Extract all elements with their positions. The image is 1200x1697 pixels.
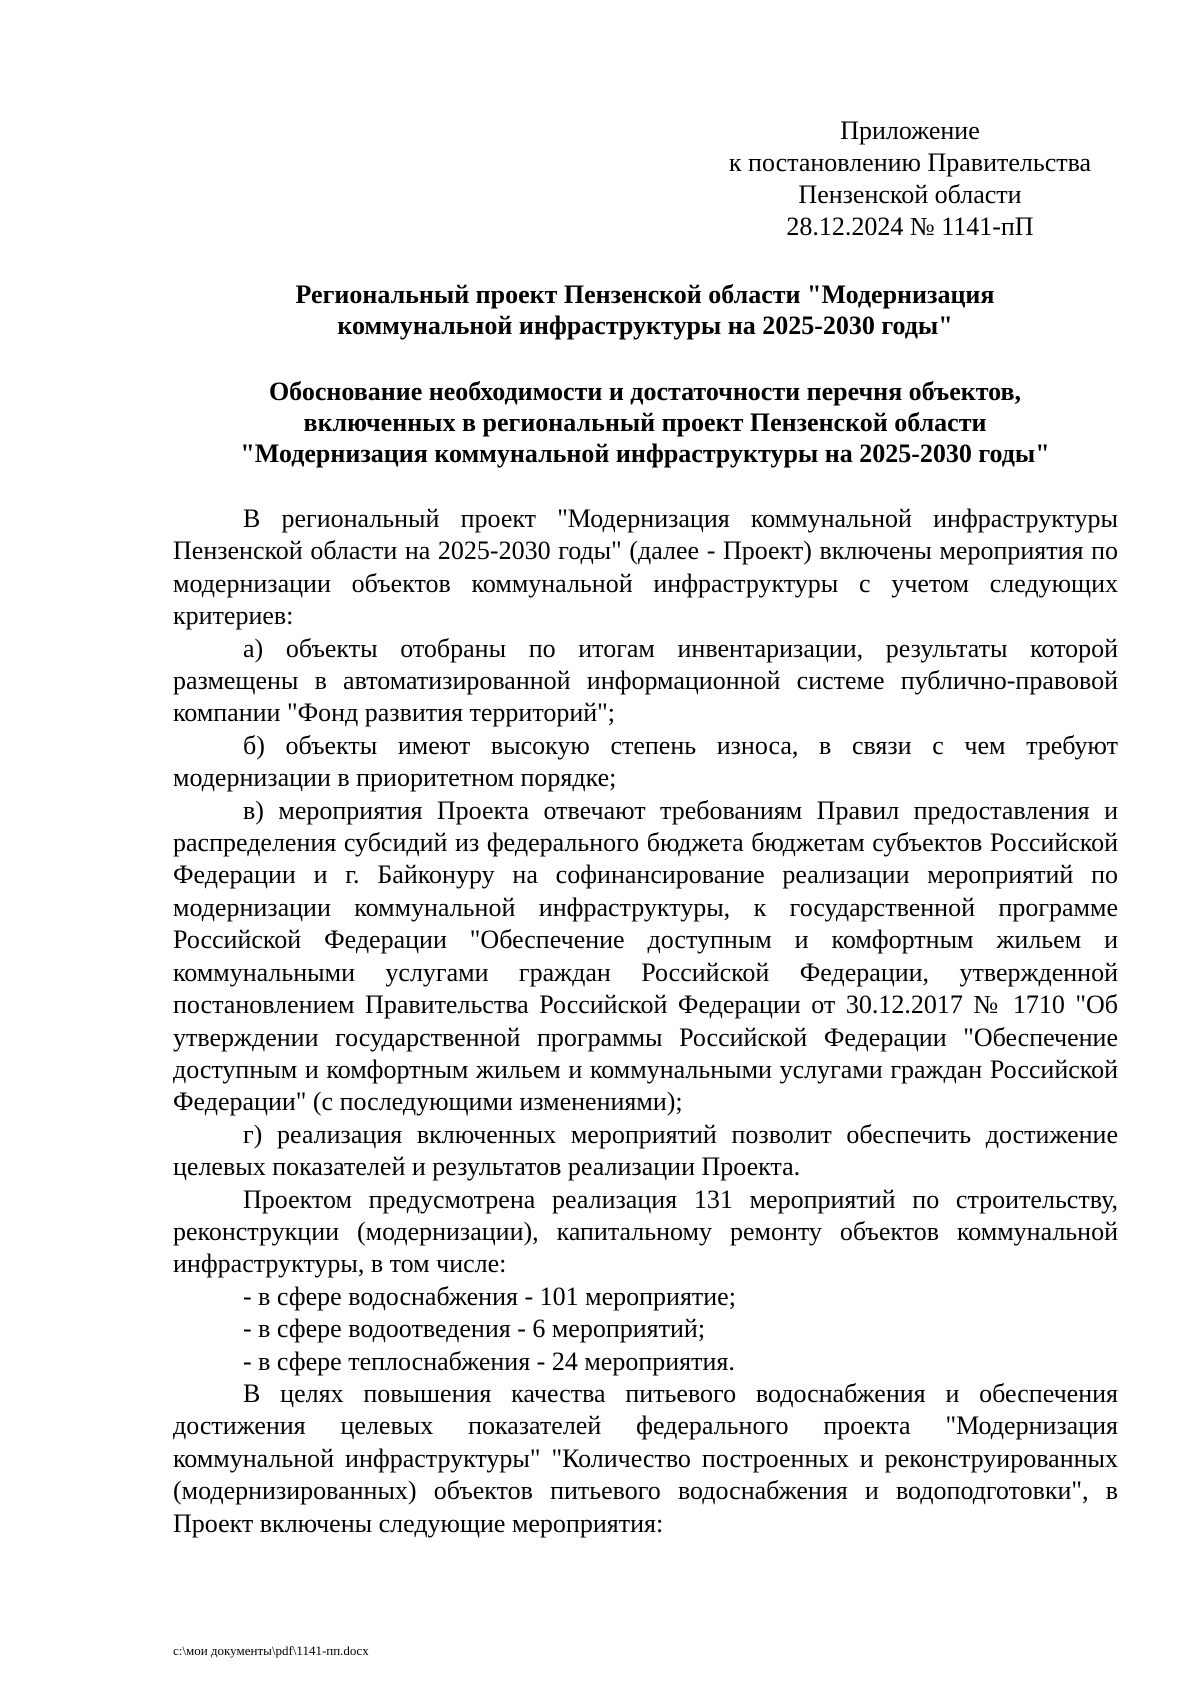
section-title-line-3: "Модернизация коммунальной инфраструктуры на 2025-2030 годы" [240, 439, 1050, 468]
paragraph-criterion-b: б) объекты имеют высокую степень износа, в связи с чем требуют модернизации в приоритетном порядке; [173, 730, 1118, 793]
attachment-line-1: Приложение [840, 116, 980, 145]
document-title [170, 279, 1120, 341]
paragraph-drinking-water: В целях повышения качества питьевого водоснабжения и обеспечения достижения целевых показателей федерального проекта "Модернизация коммунальной инфраструктуры" "Количество построенных и реконструированных (модернизированных) объектов питьевого водоснабжения и водоподготовки", в Проект включены следующие мероприятия: [173, 1378, 1118, 1538]
footer-file-path: c:\мои документы\pdf\1141-пп.docx [173, 1643, 369, 1658]
attachment-line-2: к постановлению Правительства [728, 148, 1092, 177]
attachment-line-3: Пензенской области [798, 180, 1022, 209]
paragraph-criterion-v: в) мероприятия Проекта отвечают требованиям Правил предоставления и распределения субсидий из федерального бюджета бюджетам субъектов Российской Федерации и г. Байконуру на софинансирование реализации мероприятий по модернизации коммунальной инфраструктуры, к государственной программе Российской Федерации "Обеспечение доступным и комфортным жильем и коммунальными услугами граждан Российской Федерации, утвержденной постановлением Правительства Российской Федерации от 30.12.2017 № 1710 "Об утверждении государственной программы Российской Федерации "Обеспечение доступным и комфортным жильем и коммунальными услугами граждан Российской Федерации" (с последующими изменениями); [173, 795, 1118, 1117]
list-item-water-supply: - в сфере водоснабжения - 101 мероприятие; [243, 1281, 736, 1311]
attachment-line-4: 28.12.2024 № 1141-пП [786, 212, 1034, 241]
section-title-line-1: Обоснование необходимости и достаточности перечня объектов, [268, 377, 1022, 406]
list-item-heat-supply: - в сфере теплоснабжения - 24 мероприятия. [243, 1346, 735, 1376]
paragraph-criterion-g: г) реализация включенных мероприятий позволит обеспечить достижение целевых показателей и результатов реализации Проекта. [173, 1119, 1118, 1182]
document-title-line-2: коммунальной инфраструктуры на 2025-2030 годы" [337, 311, 953, 340]
section-title-line-2: включенных в региональный проект Пензенской области [303, 408, 987, 437]
document-title-line-1: Региональный проект Пензенской области "Модернизация [295, 280, 995, 309]
attachment-header [700, 115, 1120, 243]
paragraph-intro: В региональный проект "Модернизация коммунальной инфраструктуры Пензенской области на 2025-2030 годы" (далее - Проект) включены мероприятия по модернизации объектов коммунальной инфраструктуры с учетом следующих критериев: [173, 504, 1118, 631]
paragraph-criterion-a: а) объекты отобраны по итогам инвентаризации, результаты которой размещены в автоматизированной информационной системе публично-правовой компании "Фонд развития территорий"; [173, 633, 1118, 728]
document-body [173, 503, 1118, 1540]
list-item-water-disposal: - в сфере водоотведения - 6 мероприятий; [243, 1314, 706, 1344]
section-title [170, 376, 1120, 469]
paragraph-measures-total: Проектом предусмотрена реализация 131 мероприятий по строительству, реконструкции (модернизации), капитальному ремонту объектов коммунальной инфраструктуры, в том числе: [173, 1184, 1118, 1279]
